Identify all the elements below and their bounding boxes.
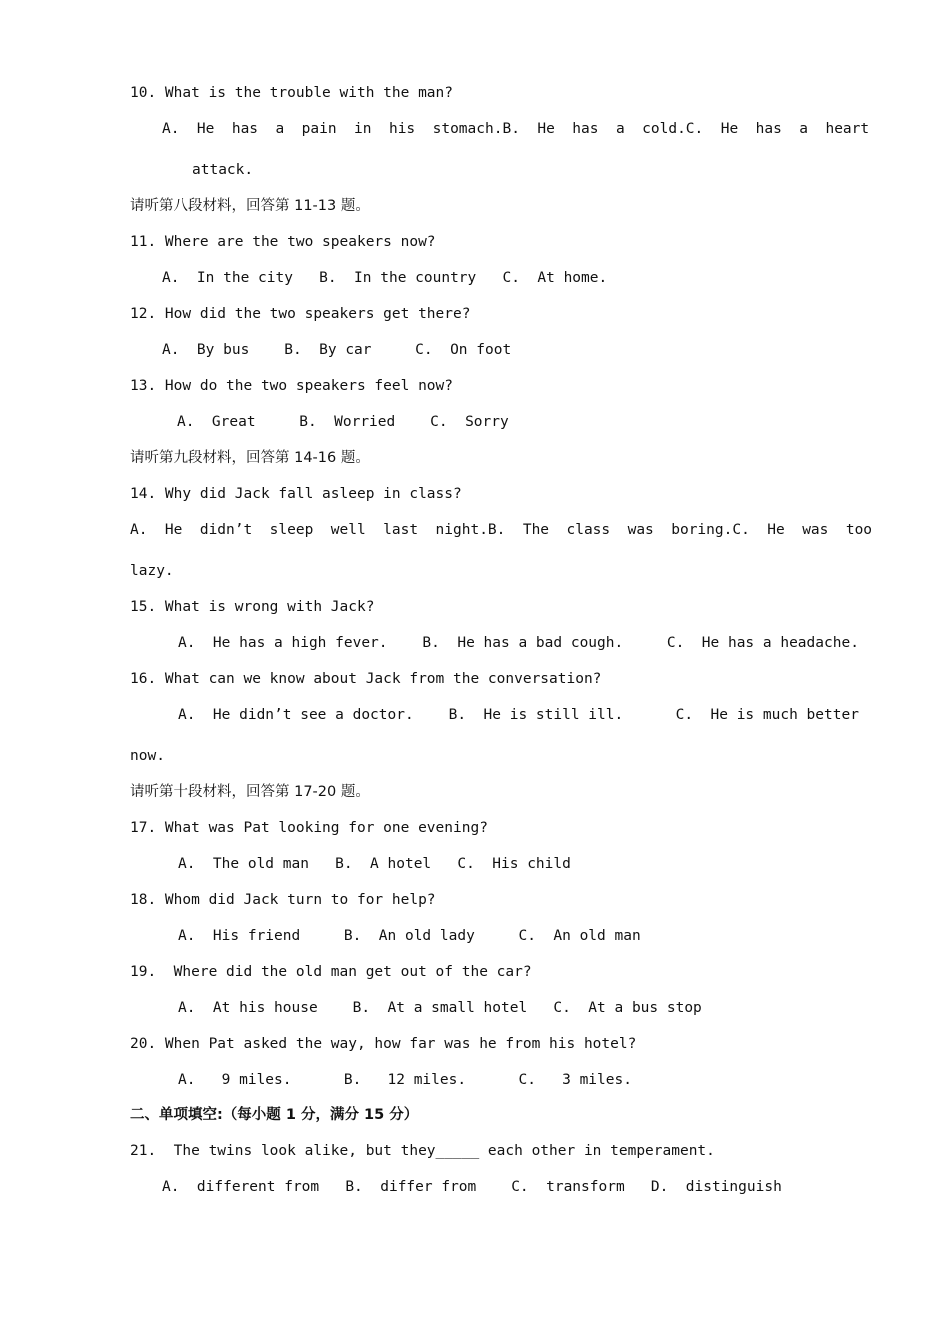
- question-13-options: A. Great B. Worried C. Sorry: [177, 414, 509, 430]
- part-2-heading: 二、单项填空:（每小题 1 分，满分 15 分）: [130, 1107, 419, 1123]
- question-15: 15. What is wrong with Jack?: [130, 599, 375, 615]
- section-9-instruction: 请听第九段材料，回答第 14-16 题。: [130, 450, 370, 466]
- question-21-options: A. different from B. differ from C. transform D. distinguish: [162, 1179, 782, 1195]
- question-11: 11. Where are the two speakers now?: [130, 234, 436, 250]
- option-b: B. He has a cold.: [502, 121, 686, 137]
- question-17: 17. What was Pat looking for one evening?: [130, 820, 488, 836]
- question-12: 12. How did the two speakers get there?: [130, 306, 471, 322]
- question-17-options: A. The old man B. A hotel C. His child: [178, 856, 571, 872]
- question-16-option-continuation: now.: [130, 748, 165, 764]
- question-15-options: A. He has a high fever. B. He has a bad cough. C. He has a headache.: [178, 635, 859, 651]
- question-14-option-continuation: lazy.: [130, 563, 174, 579]
- question-14-options: [130, 520, 873, 540]
- question-16: 16. What can we know about Jack from the conversation?: [130, 671, 602, 687]
- question-19-options: A. At his house B. At a small hotel C. At a bus stop: [178, 1000, 702, 1016]
- question-11-options: A. In the city B. In the country C. At home.: [162, 270, 608, 286]
- section-10-instruction: 请听第十段材料，回答第 17-20 题。: [130, 784, 370, 800]
- question-18-options: A. His friend B. An old lady C. An old man: [178, 928, 641, 944]
- question-10-options: [162, 119, 870, 139]
- question-10-option-continuation: attack.: [192, 162, 254, 178]
- question-20: 20. When Pat asked the way, how far was he from his hotel?: [130, 1036, 637, 1052]
- option-a: A. He has a pain in his stomach.: [162, 121, 503, 137]
- question-21: 21. The twins look alike, but they_____ each other in temperament.: [130, 1143, 715, 1159]
- question-13: 13. How do the two speakers feel now?: [130, 378, 454, 394]
- option-c: C. He was too: [732, 522, 873, 538]
- option-a: A. He didn’t sleep well last night.: [130, 522, 488, 538]
- question-20-options: A. 9 miles. B. 12 miles. C. 3 miles.: [178, 1072, 632, 1088]
- question-16-options: A. He didn’t see a doctor. B. He is still ill. C. He is much better: [178, 707, 859, 723]
- section-8-instruction: 请听第八段材料，回答第 11-13 题。: [130, 198, 370, 214]
- question-14: 14. Why did Jack fall asleep in class?: [130, 486, 462, 502]
- option-c: C. He has a heart: [685, 121, 870, 137]
- question-18: 18. Whom did Jack turn to for help?: [130, 892, 436, 908]
- question-10: 10. What is the trouble with the man?: [130, 85, 454, 101]
- question-19: 19. Where did the old man get out of the car?: [130, 964, 532, 980]
- option-b: B. The class was boring.: [487, 522, 733, 538]
- question-12-options: A. By bus B. By car C. On foot: [162, 342, 512, 358]
